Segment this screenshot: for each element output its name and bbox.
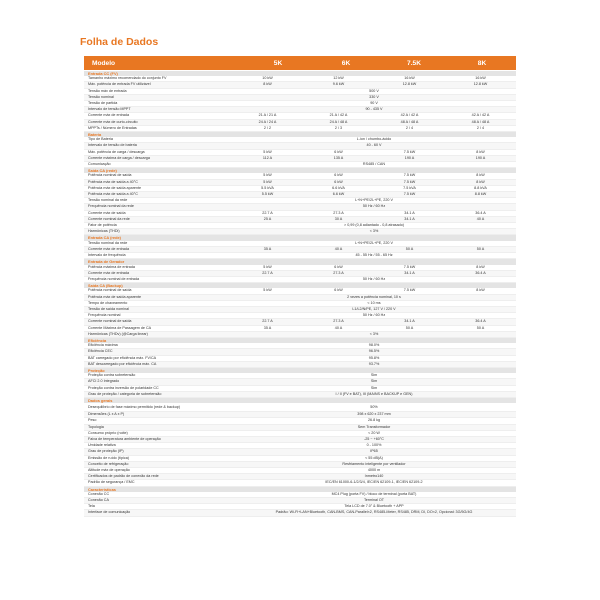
table-body (84, 71, 516, 517)
row-value: 7.5 kW (403, 192, 416, 197)
row-value-shared: IP65 (370, 449, 378, 454)
row-value: 7.5 kW (403, 179, 416, 184)
row-value: 6.6 kVA (332, 185, 345, 190)
row-label: Fator de potência (88, 223, 117, 228)
row-value-shared: > 0,99 (0,8 adiantado - 0,8 atrasado) (344, 223, 404, 228)
row-value: 27.3 A (333, 319, 344, 324)
row-label: Tamanho máximo recomendado do conjunto FV (88, 76, 167, 81)
section-header: Características (84, 487, 516, 492)
row-value: 12.8 kW (402, 82, 417, 87)
row-value: 50 A (405, 325, 414, 330)
row-value-shared: 50 Hz / 60 Hz (362, 276, 386, 281)
row-label: Harmônicas (THDi) (88, 229, 120, 234)
row-value-shared: RS485 / CAN (362, 162, 386, 167)
section-header: Saída CA (Backup) (84, 283, 516, 288)
row-value-shared: 26.8 kg (367, 418, 381, 423)
section-header: Entrada CC (FV) (84, 71, 516, 76)
row-value-shared: < 20 W (368, 430, 380, 435)
row-label: Harmônicas (THDv) (@Carga linear) (88, 331, 148, 336)
row-label: Potência máx de saída aparente (88, 185, 142, 190)
row-value: 22.7 A (262, 210, 273, 215)
row-label: Intervalo de tensão de bateria (88, 143, 137, 148)
row-label: Tensão nominal (88, 94, 114, 99)
row-value-shared: L+N+PE/2L+PE, 220 V (355, 198, 393, 203)
row-value: 50 A (476, 325, 485, 330)
row-value-shared: < 3% (369, 331, 379, 336)
header-model-6k: 6K (341, 59, 351, 67)
row-value: 16 kW (475, 76, 486, 81)
row-value: 7.5 kW (403, 149, 416, 154)
row-value: 2 / 4 (476, 125, 485, 130)
row-value-shared: Inmetro140 (364, 474, 384, 479)
row-label: Máx. potência de carga / descarga (88, 149, 145, 154)
row-value: 135 A (333, 155, 344, 160)
row-value-shared: 2 vezes a potência nominal, 10 s (347, 294, 401, 299)
row-label: Faixa de temperatura ambiente de operação (88, 436, 161, 441)
table-row (84, 403, 516, 412)
row-label: Padrão de segurança / EMC (88, 480, 135, 485)
row-label: Conceito de refrigeração (88, 461, 129, 466)
section-header: Eficiência (84, 338, 516, 343)
row-value: 40 A (334, 325, 343, 330)
row-value: 2 / 4 (405, 125, 414, 130)
row-label: Frequência nominal (88, 313, 121, 318)
header-model-8k: 8K (477, 59, 487, 67)
row-value-shared: Sim (370, 379, 378, 384)
row-value: 5 kW (263, 179, 272, 184)
row-value: 42 A / 42 A (471, 113, 490, 118)
row-value-shared: < 55 dB(A) (365, 455, 383, 460)
row-value: 5 kW (263, 288, 272, 293)
row-value: 22.7 A (262, 270, 273, 275)
row-value: 50 A (405, 246, 414, 251)
row-label: Corrente nominal da rede (88, 216, 130, 221)
header-model-5k: 5K (273, 59, 283, 67)
row-value: 34.1 A (404, 216, 415, 221)
row-value: 8.8 kVA (474, 185, 487, 190)
row-value-shared: 50 Hz / 60 Hz (362, 204, 386, 209)
row-value: 42 A / 42 A (400, 113, 419, 118)
row-value: 2 / 3 (334, 125, 343, 130)
row-label: Emissão de ruído (típica) (88, 455, 129, 460)
row-label: Máx. potência de entrada FV utilizável (88, 82, 151, 87)
row-value: 21 A / 42 A (329, 113, 348, 118)
section-header: Entrada CA (rede) (84, 235, 516, 240)
row-value: 35 A (263, 246, 272, 251)
row-label: Tipo de Bateria (88, 137, 113, 142)
row-value: 8 kW (476, 179, 485, 184)
row-label: MPPTs / Número de Entradas (88, 125, 137, 130)
row-label: Desequilíbrio de fase máximo permitido (rede & backup) (88, 405, 181, 410)
row-label: Comunicação (88, 162, 111, 167)
row-value: 27.3 A (333, 270, 344, 275)
row-value-shared: 90 - 435 V (365, 107, 383, 112)
row-value-shared: Resfriamento inteligente por ventilador (342, 461, 406, 466)
row-label: Frequência nominal da rede (88, 204, 134, 209)
row-label: Intervalo de tensão MPPT (88, 107, 131, 112)
row-value: 8 kW (476, 173, 485, 178)
row-label: Conexão CA (88, 498, 109, 503)
row-label: BAT descarregado por eficiência máx. CA (88, 361, 157, 366)
row-value: 48 A / 48 A (400, 119, 419, 124)
row-value-shared: Tela LCD de 7.0" & Bluetooth + APP (344, 504, 404, 509)
row-value: 8 kW (476, 149, 485, 154)
row-value-shared: 50% (370, 405, 378, 410)
row-value: 12 kW (333, 76, 344, 81)
row-label: Tensão nominal da rede (88, 198, 128, 203)
row-label: Corrente Máxima de Passagem de CA (88, 325, 152, 330)
row-value: 5 kW (263, 173, 272, 178)
row-value: 25 A (263, 216, 272, 221)
row-label: Corrente máx de entrada (88, 113, 129, 118)
row-value-shared: L1/L2/N/PE, 127 V / 220 V (352, 306, 396, 311)
row-label: Certificados de padrão de conexão da rede (88, 474, 159, 479)
row-label: Tempo de chaveamento (88, 300, 128, 305)
row-value: 36.4 A (475, 270, 486, 275)
row-value-shared: 95.8% (368, 355, 380, 360)
row-label: Potência nominal de saída (88, 288, 132, 293)
row-value: 8 kW (476, 288, 485, 293)
row-value-shared: -25 ~ +60°C (364, 436, 384, 441)
row-value: 24 A / 24 A (258, 119, 277, 124)
row-label: Potência máxima de entrada (88, 264, 135, 269)
row-label: Altitude máx de operação (88, 468, 130, 472)
row-label: Tensão de partida (88, 101, 118, 106)
row-value: 6 kW (334, 288, 343, 293)
row-label: Corrente máx de entrada (88, 270, 129, 275)
row-value-shared: 93.7% (368, 361, 380, 366)
table-row (84, 510, 516, 516)
row-value: 7.5 kW (403, 173, 416, 178)
row-label: Corrente máx de saída (88, 210, 126, 215)
row-label: Eficiência CEC (88, 349, 113, 354)
row-value-shared: L-ion / chumbo-ácido (356, 137, 392, 142)
row-label: AFCI 2.0 Integrado (88, 379, 120, 384)
row-value: 16 kW (404, 76, 415, 81)
row-value-shared: 500 V (369, 88, 379, 93)
row-value: 9.6 kW (332, 82, 345, 87)
row-label: Conexão CC (88, 491, 110, 496)
row-value: 6 kW (334, 179, 343, 184)
row-value: 21 A / 21 A (258, 113, 277, 118)
row-value: 6 kW (334, 173, 343, 178)
row-label: Intervalo de frequência (88, 253, 126, 258)
row-value: 12.8 kW (473, 82, 488, 87)
row-label: Eficiência máxima (88, 343, 118, 348)
row-label: Tela (88, 504, 95, 509)
row-label: Corrente máxima de carga / descarga (88, 155, 150, 160)
row-label: BAT carregado por eficiência máx. FV/CA (88, 355, 157, 360)
row-value: 48 A / 48 A (471, 119, 490, 124)
row-label: Grau de proteção / categoria de sobretensão (88, 391, 162, 396)
row-value: 7.5 kW (403, 264, 416, 269)
row-value: 22.7 A (262, 319, 273, 324)
row-value: 27.3 A (333, 210, 344, 215)
row-label: Potência máx de saída aparente (88, 294, 142, 299)
row-value: 34.1 A (404, 319, 415, 324)
row-label: Grau de proteção (IP) (88, 449, 124, 454)
page-title: Folha de Dados (80, 36, 159, 48)
datasheet-table (84, 56, 516, 517)
row-label: Tensão de saída nominal (88, 306, 129, 311)
section-header: Entrada de Gerador (84, 259, 516, 264)
row-value: 36.4 A (475, 210, 486, 215)
row-value: 34.1 A (404, 210, 415, 215)
row-label: Corrente máx de curto-circuito (88, 119, 138, 124)
row-label: Frequência nominal de entrada (88, 276, 140, 281)
row-value: 8.8 kW (474, 192, 487, 197)
row-value-shared: Sim (370, 373, 378, 378)
row-value: 5.5 kW (261, 192, 274, 197)
row-value-shared: 90 V (370, 101, 378, 106)
row-value: 34.1 A (404, 270, 415, 275)
row-value-shared: 40 - 60 V (366, 143, 382, 148)
row-value-shared: L+N+PE/2L+PE, 220 V (355, 240, 393, 245)
header-model-7-5k: 7.5K (407, 59, 421, 67)
row-value: 24 A / 48 A (329, 119, 348, 124)
row-value-shared: Sem Transformador (357, 424, 391, 429)
row-value: 5 kW (263, 264, 272, 269)
section-header: Dados gerais (84, 398, 516, 403)
row-value-shared: IEC/EN 61000-6-1/2/3/4, IEC/EN 62109-1, IEC/EN 62109-2 (325, 480, 423, 485)
row-value-shared: Terminal OT (363, 498, 385, 503)
header-model-label: Modelo (92, 59, 116, 67)
row-value: 112 A (262, 155, 273, 160)
row-label: Dimensões (L x A x P) (88, 412, 125, 417)
row-value: 7.5 kW (403, 288, 416, 293)
row-value: 35 A (263, 325, 272, 330)
row-value: 10 kW (262, 76, 273, 81)
row-value: 40 A (476, 216, 485, 221)
row-value-shared: 398 x 620 x 237 mm (357, 412, 391, 417)
row-value: 190 A (475, 155, 486, 160)
row-value-shared: 96.5% (368, 349, 380, 354)
row-value: 50 A (476, 246, 485, 251)
row-value-shared: Padrão: Wi-Fi+LAN+Bluetooth, CAN-BMS, CAN-Parallel×2, RS485-Meter, RS485, DRM, DI, DO×2, Opcional: 3G/5G/4G (275, 510, 473, 515)
row-value: 6 kW (334, 264, 343, 269)
section-header: Proteção (84, 368, 516, 373)
row-label: Potência nominal de saída (88, 173, 132, 178)
row-label: Umidade relativa (88, 443, 116, 448)
row-value: 6 kW (334, 149, 343, 154)
row-value-shared: I / II (FV e BAT), III (MAINS e BACKUP e GEN) (335, 391, 413, 396)
row-value-shared: 4000 m (367, 468, 381, 472)
row-value-shared: 50 Hz / 60 Hz (362, 313, 386, 318)
row-label: Interface de comunicação (88, 510, 131, 515)
section-header: Bateria (84, 132, 516, 137)
row-value-shared: 98.0% (368, 343, 380, 348)
row-label: Peso (88, 418, 97, 423)
row-value-shared: < 3% (369, 229, 379, 234)
row-value-shared: MC4 Plug (porta FV) / bloco de terminal (porta BAT) (331, 491, 417, 496)
row-label: Potência máx de saída a 40°C (88, 192, 138, 197)
row-value: 5 kW (263, 149, 272, 154)
row-value: 8 kW (263, 82, 272, 87)
row-label: Proteção contra sobretensão (88, 373, 136, 378)
row-label: Tensão máx de entrada (88, 88, 127, 93)
row-value: 36.4 A (475, 319, 486, 324)
row-label: Corrente máx de entrada (88, 246, 129, 251)
row-value: 2 / 2 (263, 125, 272, 130)
row-value: 6.6 kW (332, 192, 345, 197)
row-value-shared: Sim (370, 385, 378, 390)
row-label: Consumo próprio (noite) (88, 430, 128, 435)
row-value: 190 A (404, 155, 415, 160)
row-value: 40 A (334, 246, 343, 251)
row-label: Topologia (88, 424, 104, 429)
row-value: 30 A (334, 216, 343, 221)
row-value: 7.5 kVA (403, 185, 416, 190)
row-value-shared: 0 - 100% (366, 443, 382, 448)
row-value: 8 kW (476, 264, 485, 269)
row-label: Corrente nominal de saída (88, 319, 132, 324)
row-label: Potência máx de saída a 40°C (88, 179, 138, 184)
row-value-shared: 45 - 55 Hz / 55 - 65 Hz (355, 253, 393, 258)
row-label: Proteção contra inversão de polaridade CC (88, 385, 159, 390)
table-header (84, 56, 516, 71)
row-value: 5.5 kVA (261, 185, 274, 190)
section-header: Saída CA (rede) (84, 168, 516, 173)
row-value-shared: 330 V (369, 94, 379, 99)
row-label: Tensão nominal da rede (88, 240, 128, 245)
row-value-shared: < 10 ms (367, 300, 381, 305)
